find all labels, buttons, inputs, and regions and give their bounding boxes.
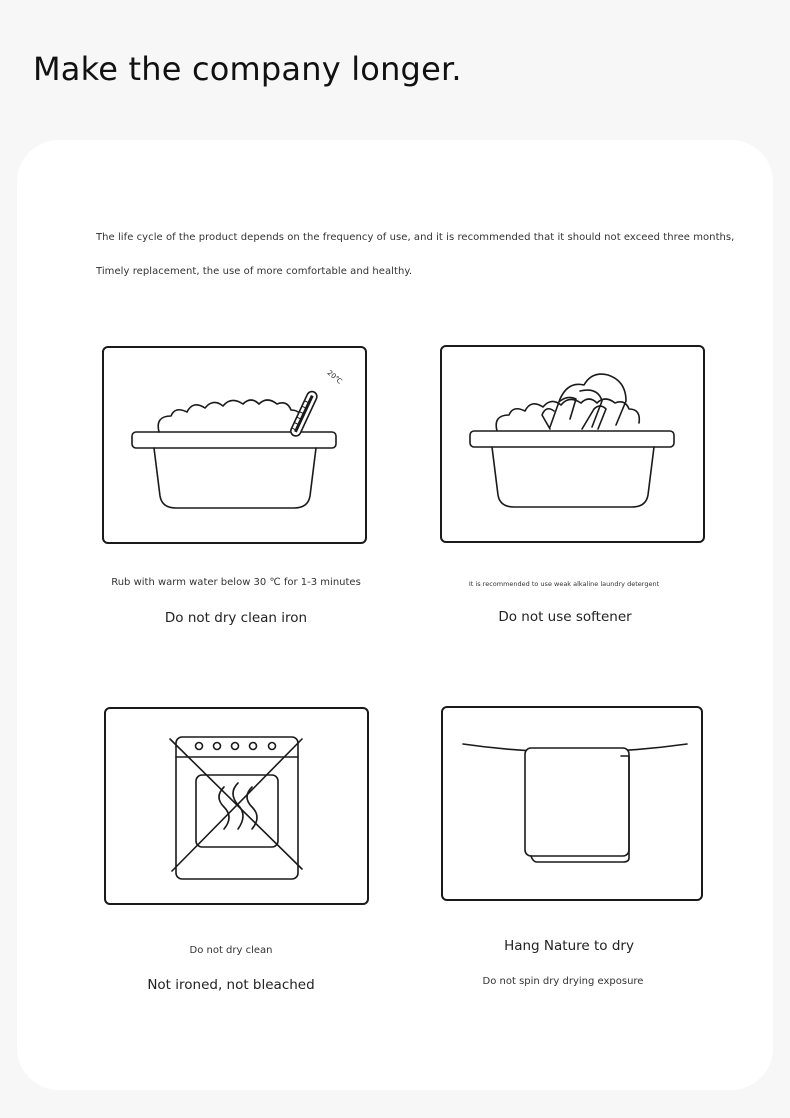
intro-line-2: Timely replacement, the use of more comfortable and healthy.: [96, 266, 413, 277]
page-title: Make the company longer.: [33, 50, 462, 88]
panel-detergent: [440, 345, 705, 543]
caption-warm-water: Rub with warm water below 30 ℃ for 1-3 minutes: [111, 577, 361, 588]
panel-no-dry-clean: [104, 707, 369, 905]
hang-dry-icon: [443, 708, 701, 899]
care-instructions-card: [17, 140, 773, 1090]
thermometer-label: 20℃: [325, 368, 344, 386]
caption-no-dry-clean-iron: Do not dry clean iron: [164, 610, 308, 626]
no-tumble-dry-icon: [106, 709, 367, 903]
panel-warm-water: [102, 346, 367, 544]
caption-detergent: It is recommended to use weak alkaline laundry detergent: [468, 580, 660, 588]
intro-line-1: The life cycle of the product depends on the frequency of use, and it is recommended that it should not exceed three months,: [96, 232, 735, 243]
caption-no-softener: Do not use softener: [498, 609, 632, 625]
basin-thermometer-icon: [104, 348, 365, 542]
caption-hang-dry: Hang Nature to dry: [504, 938, 634, 954]
caption-not-ironed: Not ironed, not bleached: [147, 977, 315, 993]
panel-hang-dry: [441, 706, 703, 901]
caption-no-dry-clean: Do not dry clean: [189, 945, 273, 956]
basin-hand-wash-icon: [442, 347, 703, 541]
caption-no-spin-dry: Do not spin dry drying exposure: [482, 976, 644, 987]
